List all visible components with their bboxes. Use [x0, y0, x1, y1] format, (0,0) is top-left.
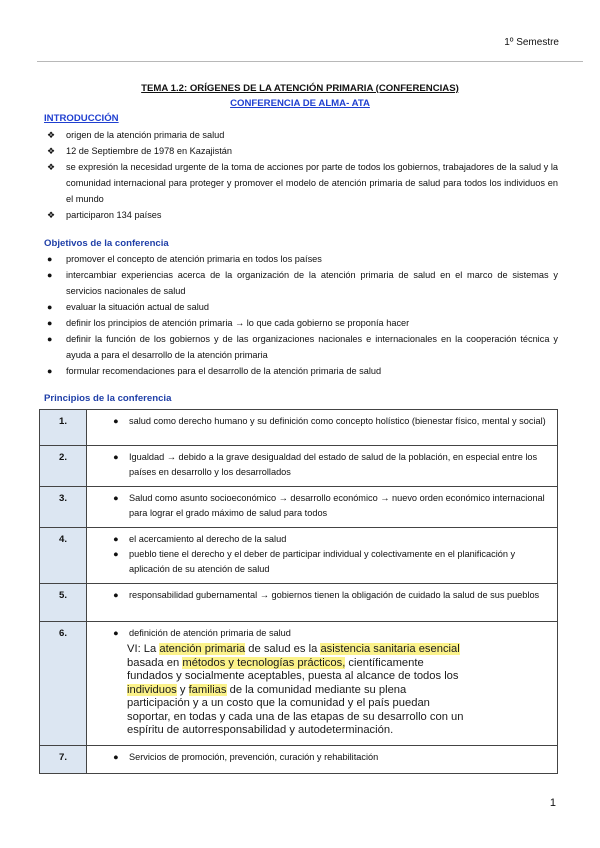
row-number: 7.: [40, 746, 87, 774]
row-number: 5.: [40, 584, 87, 622]
list-item: ● evaluar la situación actual de salud: [44, 299, 558, 315]
list-item: ● definir los principios de atención primaria → lo que cada gobierno se proponía hacer: [44, 315, 558, 331]
header-semester: 1º Semestre: [504, 37, 559, 48]
bullet-icon: ●: [113, 493, 119, 503]
highlight: familias: [188, 683, 227, 696]
bullet-icon: ●: [113, 549, 119, 559]
diamond-bullet-icon: ❖: [47, 210, 56, 220]
diamond-bullet-icon: ❖: [47, 130, 56, 140]
bullet-icon: ●: [47, 270, 53, 280]
bullet-icon: ●: [113, 590, 119, 600]
table-row: [40, 446, 558, 487]
row-content: ● el acercamiento al derecho de la salud ● pueblo tiene el derecho y el deber de participar individual y colectivamente en el planificación y aplicación de su atención de salud: [87, 528, 558, 584]
table-row: [40, 528, 558, 584]
document-title: TEMA 1.2: ORÍGENES DE LA ATENCIÓN PRIMARIA (CONFERENCIAS): [141, 83, 459, 94]
row-number: 6.: [40, 622, 87, 746]
table-row: [40, 746, 558, 774]
row-content: ● Servicios de promoción, prevención, curación y rehabilitación: [87, 746, 558, 774]
row-number: 2.: [40, 446, 87, 487]
list-item: ● formular recomendaciones para el desarrollo de la atención primaria de salud: [44, 363, 558, 379]
row-content: ● Igualdad → debido a la grave desigualdad del estado de salud de la población, en especial entre los países en desarrollo y los desarrollados: [87, 446, 558, 487]
objectives-list: [44, 251, 558, 379]
row-content: ● responsabilidad gubernamental → gobiernos tienen la obligación de cuidado la salud de sus pueblos: [87, 584, 558, 622]
table-row: [40, 410, 558, 446]
list-item: ● intercambiar experiencias acerca de la organización de la atención primaria de salud en el marco de sistemas y servicios nacionales de salud: [44, 267, 558, 299]
diamond-bullet-icon: ❖: [47, 146, 56, 156]
list-item: ● definir la función de los gobiernos y de las organizaciones nacionales e internacionales en la cooperación técnica y ayuda a para el desarrollo de la atención primaria: [44, 331, 558, 363]
row-number: 1.: [40, 410, 87, 446]
list-item: ❖ se expresión la necesidad urgente de la toma de acciones por parte de todos los gobiernos, trabajadores de la salud y la comunidad internacional para proteger y promover el modelo de atención primaria de salud para todos los individuos en el mundo: [44, 159, 558, 207]
table-row: [40, 487, 558, 528]
bullet-icon: ●: [47, 334, 53, 344]
principles-table: [39, 409, 558, 774]
diamond-bullet-icon: ❖: [47, 162, 56, 172]
row-content: ● definición de atención primaria de salud VI: La atención primaria de salud es la asistencia sanitaria esencial basada en métodos y tecnologías prácticos, científicamente fundados y socialmente aceptables, puesta al alcance de todos los individuos y familias de la comunidad mediante su plena participación y a un costo que la comunidad y el país puedan soportar, en todas y cada una de las etapas de su desarrollo con un espíritu de autorresponsabilidad y autodeterminación.: [87, 622, 558, 746]
list-item: ❖ 12 de Septiembre de 1978 en Kazajistán: [44, 143, 558, 159]
principles-heading: Principios de la conferencia: [44, 393, 172, 404]
header-rule: [37, 61, 583, 62]
table-row: [40, 622, 558, 746]
intro-heading: INTRODUCCIÓN: [44, 113, 119, 124]
bullet-icon: ●: [47, 366, 53, 376]
table-row: [40, 584, 558, 622]
list-item: ❖ origen de la atención primaria de salud: [44, 127, 558, 143]
highlight: individuos: [127, 683, 177, 696]
bullet-icon: ●: [113, 452, 119, 462]
document-subtitle: CONFERENCIA DE ALMA- ATA: [230, 98, 370, 109]
bullet-icon: ●: [47, 318, 53, 328]
highlight: métodos y tecnologías prácticos,: [182, 656, 346, 669]
row-number: 4.: [40, 528, 87, 584]
definition-quote: VI: La atención primaria de salud es la asistencia sanitaria esencial basada en métodos y tecnologías prácticos, científicamente fundados y socialmente aceptables, puesta al alcance de todos los individuos y familias de la comunidad mediante su plena participación y a un costo que la comunidad y el país puedan soportar, en todas y cada una de las etapas de su desarrollo con un espíritu de autorresponsabilidad y autodeterminación.: [127, 643, 464, 736]
intro-list: [44, 127, 558, 223]
row-number: 3.: [40, 487, 87, 528]
bullet-icon: ●: [113, 534, 119, 544]
page-number: 1: [549, 797, 556, 809]
bullet-icon: ●: [113, 752, 119, 762]
bullet-icon: ●: [47, 302, 53, 312]
list-item: ● promover el concepto de atención primaria en todos los países: [44, 251, 558, 267]
bullet-icon: ●: [113, 628, 119, 638]
highlight: asistencia sanitaria esencial: [320, 643, 460, 655]
highlight: atención primaria: [159, 643, 246, 655]
bullet-icon: ●: [113, 416, 119, 426]
bullet-icon: ●: [47, 254, 53, 264]
row-content: ● Salud como asunto socioeconómico → desarrollo económico → nuevo orden económico internacional para lograr el grado máximo de salud para todos: [87, 487, 558, 528]
objectives-heading: Objetivos de la conferencia: [44, 238, 169, 249]
row-content: ● salud como derecho humano y su definición como concepto holístico (bienestar físico, mental y social): [87, 410, 558, 446]
list-item: ❖ participaron 134 países: [44, 207, 558, 223]
